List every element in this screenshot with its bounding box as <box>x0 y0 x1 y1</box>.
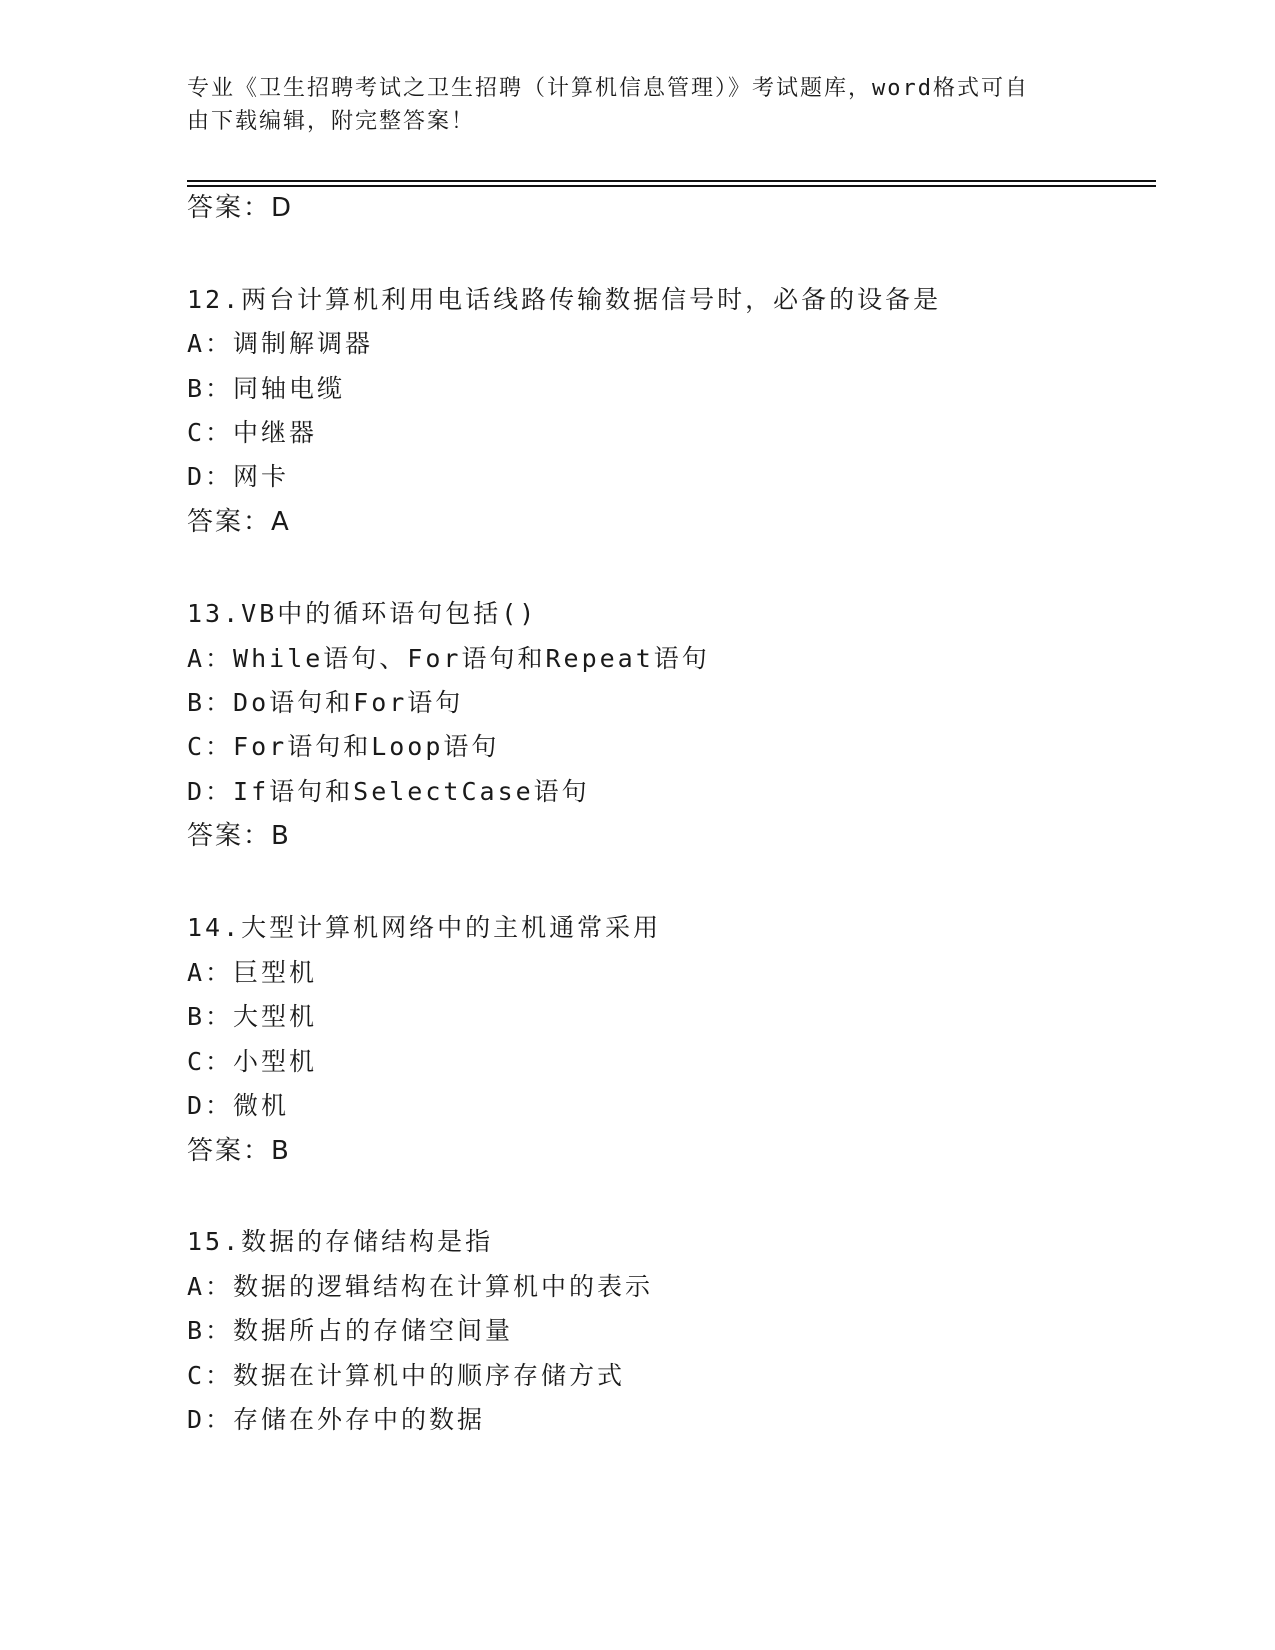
question-14-option-d: D：微机 <box>187 1091 290 1120</box>
question-13-option-d: D：If语句和SelectCase语句 <box>187 777 590 806</box>
question-12-answer: 答案：A <box>187 507 291 537</box>
question-14-option-c: C：小型机 <box>187 1047 318 1076</box>
question-14-stem: 14.大型计算机网络中的主机通常采用 <box>187 913 662 942</box>
question-12-stem: 12.两台计算机利用电话线路传输数据信号时，必备的设备是 <box>187 285 942 314</box>
question-13-stem: 13.VB中的循环语句包括() <box>187 599 538 628</box>
previous-answer: 答案：D <box>187 193 294 223</box>
question-12-option-a: A：调制解调器 <box>187 329 374 358</box>
question-14-option-b: B：大型机 <box>187 1002 318 1031</box>
question-14-answer: 答案：B <box>187 1136 291 1166</box>
question-13-option-a: A：While语句、For语句和Repeat语句 <box>187 644 710 673</box>
question-15-stem: 15.数据的存储结构是指 <box>187 1227 494 1256</box>
header-divider-top <box>187 180 1156 182</box>
question-13-option-c: C：For语句和Loop语句 <box>187 732 500 761</box>
question-12-option-c: C：中继器 <box>187 418 318 447</box>
question-15-option-a: A：数据的逻辑结构在计算机中的表示 <box>187 1272 654 1301</box>
question-14-option-a: A：巨型机 <box>187 958 318 987</box>
question-15-option-b: B：数据所占的存储空间量 <box>187 1316 514 1345</box>
question-15-option-d: D：存储在外存中的数据 <box>187 1405 486 1434</box>
document-header <box>187 72 1087 138</box>
header-line-1: 专业《卫生招聘考试之卫生招聘（计算机信息管理）》考试题库，word格式可自 <box>187 76 1029 101</box>
header-line-2: 由下载编辑，附完整答案！ <box>187 109 476 134</box>
question-12-option-b: B：同轴电缆 <box>187 374 346 403</box>
question-15-option-c: C：数据在计算机中的顺序存储方式 <box>187 1361 626 1390</box>
question-13-option-b: B：Do语句和For语句 <box>187 688 464 717</box>
question-12-option-d: D：网卡 <box>187 462 290 491</box>
header-divider-bottom <box>187 185 1156 187</box>
question-13-answer: 答案：B <box>187 821 291 851</box>
